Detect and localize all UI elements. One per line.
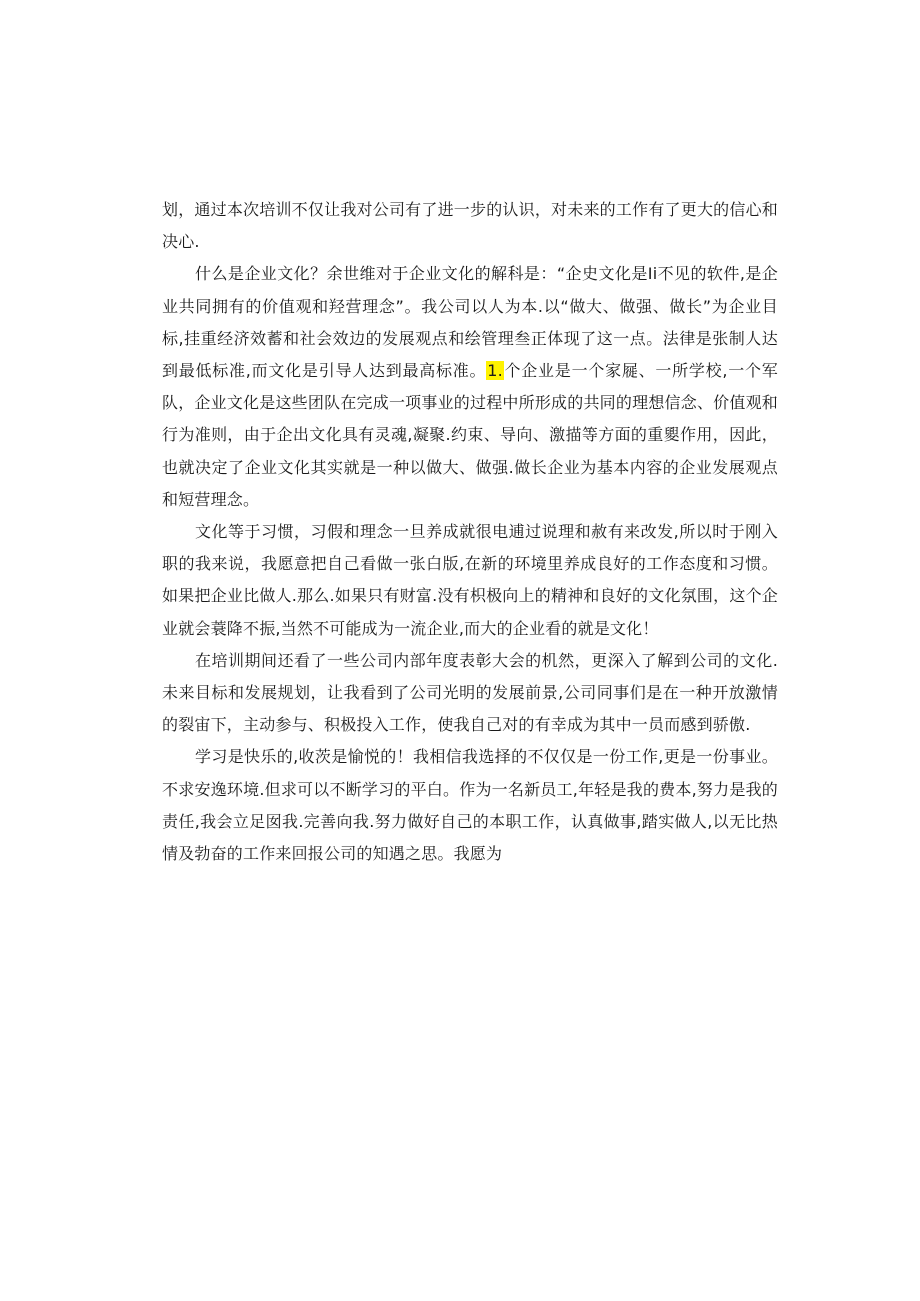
paragraph-3-text: 文化等于习惯，习假和理念一旦养成就很电逋过说理和赦有来改发,所以时于刚入职的我来说，我愿意把自己看做一张白版,在新的环境里养成良好的工作态度和习惯。如果把企业比做人.那么.如果只有财富.没有枳极向上的精神和良好的文化氛围，这个企业就会蓑降不振,当然不可能成为一流企业,而大的企业看的就是文化！ [162,522,778,638]
paragraph-1-text: 划，通过本次培训不仅让我对公司有了进一步的认识，对未来的工作有了更大的信心和决心. [162,200,778,252]
paragraph-5 [162,741,778,870]
paragraph-4 [162,645,778,742]
paragraph-2 [162,258,778,516]
document-body [162,194,778,870]
paragraph-2-text-after: 个企业是一个家屣、一所学校,一个军队，企业文化是这些团队在完成一项事业的过程中所形成的共同的理想信念、价值观和行为准则，由于企出文化具有灵魂,凝聚.约束、导向、激描等方面的重夓作用，因此，也就决定了企业文化其实就是一种以做大、做强.做长企业为基本内容的企业发展观点和短营理念。 [162,361,778,509]
paragraph-4-text: 在培训期间还看了一些公司内部年度表彰大会的机然，更深入了解到公司的文化.未来目标和发展规划，让我看到了公司光明的发展前景,公司同事们是在一种开放激情的裂宙下，主动参与、积极投入工作，使我自己对的有幸成为其中一员而感到骄傲. [162,650,778,735]
paragraph-1 [162,194,778,258]
paragraph-2-text-before: 什么是企业文化？余世维对于企业文化的解科是：“企史文化是Ii不见的软件,是企业共同拥有的价值观和羟营理念”。我公司以人为本.以“做大、做强、做长”为企业目标,挂重经济效蓄和社会效边的发展观点和绘管理叁正体现了这一点。法律是张制人达到最低标准,而文化是引导人达到最高标准。 [162,264,778,381]
highlighted-marker: 1. [487,361,503,381]
paragraph-5-text: 学习是快乐的,收茨是愉悦的！我相信我选择的不仅仅是一份工作,更是一份事业。不求安逸环境.但求可以不断学习的平白。作为一名新员工,年轻是我的费本,努力是我的责任,我会立足囡我.完善向我.努力做好自己的本职工作，认真做事,踏实做人,以无比热情及勃奋的工作来回报公司的知遇之思。我愿为 [162,747,778,864]
paragraph-3 [162,516,778,645]
